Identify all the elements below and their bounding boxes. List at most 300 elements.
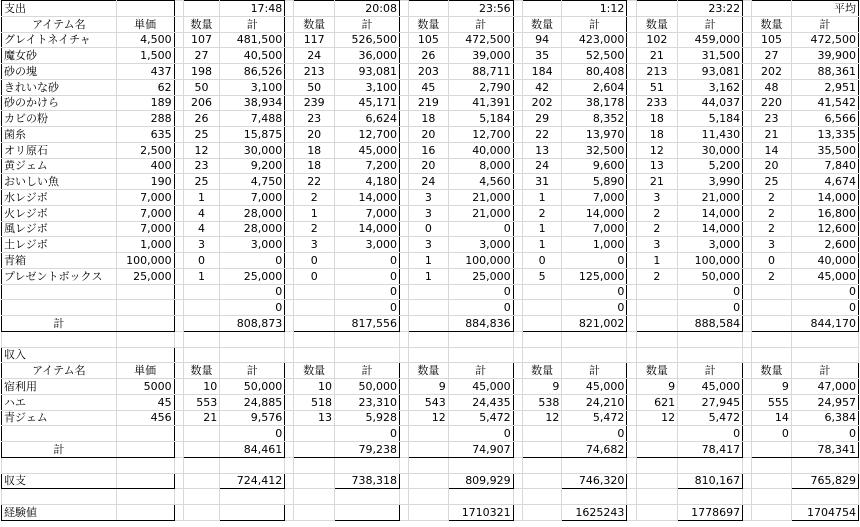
gap-cell[interactable] [513,237,522,253]
gap-cell[interactable] [174,142,183,158]
quantity[interactable]: 13 [294,410,335,426]
empty-cell[interactable] [513,457,522,473]
gap-cell[interactable] [627,268,636,284]
gap-cell[interactable] [285,205,294,221]
gap-cell[interactable] [627,64,636,80]
gap-cell[interactable] [743,347,752,363]
experience-value-1[interactable] [335,505,400,521]
gap-cell[interactable] [513,410,522,426]
empty-cell[interactable] [335,489,400,505]
gap-cell[interactable] [399,237,408,253]
gap-cell[interactable] [399,205,408,221]
empty-cell[interactable] [399,331,408,347]
quantity[interactable]: 3 [294,237,335,253]
empty-cell[interactable] [409,442,449,458]
quantity[interactable]: 25 [183,174,220,190]
amount[interactable]: 45,171 [335,95,400,111]
amount[interactable]: 45,000 [562,379,627,395]
gap-cell[interactable] [513,473,522,489]
gap-cell[interactable] [513,95,522,111]
quantity[interactable] [522,300,562,316]
empty-cell[interactable] [513,489,522,505]
empty-cell[interactable] [220,331,285,347]
quantity[interactable]: 18 [294,158,335,174]
quantity[interactable]: 35 [522,48,562,64]
quantity[interactable] [409,284,449,300]
quantity[interactable]: 18 [409,111,449,127]
item-name[interactable]: 魔女砂 [2,48,117,64]
empty-cell[interactable] [522,316,562,332]
gap-cell[interactable] [627,142,636,158]
gap-cell[interactable] [627,300,636,316]
gap-cell[interactable] [285,127,294,143]
empty-cell[interactable] [522,505,562,521]
gap-cell[interactable] [627,79,636,95]
gap-cell[interactable] [285,363,294,379]
column-header-total[interactable]: 計 [220,16,285,32]
empty-cell[interactable] [791,489,858,505]
balance-value-2[interactable]: 809,929 [448,473,513,489]
unit-price[interactable] [116,300,174,316]
amount[interactable]: 100,000 [448,253,513,269]
amount[interactable]: 4,674 [791,174,858,190]
column-header-total[interactable]: 計 [791,363,858,379]
gap-cell[interactable] [627,16,636,32]
gap-cell[interactable] [743,64,752,80]
quantity[interactable]: 23 [294,111,335,127]
column-header-qty[interactable]: 数量 [409,363,449,379]
quantity[interactable]: 12 [409,410,449,426]
amount[interactable]: 0 [562,426,627,442]
amount[interactable]: 24,210 [562,394,627,410]
gap-cell[interactable] [399,48,408,64]
unit-price[interactable]: 7,000 [116,221,174,237]
balance-label[interactable]: 収支 [2,473,117,489]
amount[interactable]: 3,000 [448,237,513,253]
amount[interactable]: 21,000 [448,190,513,206]
total-label[interactable]: 計 [2,316,117,332]
amount[interactable]: 12,600 [791,221,858,237]
column-header-unit-price[interactable]: 単価 [116,363,174,379]
quantity[interactable]: 21 [183,410,220,426]
quantity[interactable]: 23 [183,158,220,174]
gap-cell[interactable] [743,442,752,458]
amount[interactable]: 52,500 [562,48,627,64]
quantity[interactable]: 184 [522,64,562,80]
quantity[interactable] [294,426,335,442]
unit-price[interactable]: 437 [116,64,174,80]
expense-total-4[interactable]: 888,584 [678,316,743,332]
amount[interactable]: 5,472 [448,410,513,426]
quantity[interactable]: 102 [636,32,678,48]
item-name[interactable]: おいしい魚 [2,174,117,190]
empty-cell[interactable] [409,489,449,505]
gap-cell[interactable] [743,221,752,237]
empty-cell[interactable] [678,489,743,505]
gap-cell[interactable] [513,79,522,95]
empty-cell[interactable] [183,442,220,458]
gap-cell[interactable] [513,111,522,127]
amount[interactable]: 45,000 [678,379,743,395]
gap-cell[interactable] [743,95,752,111]
amount[interactable]: 12,700 [448,127,513,143]
item-name[interactable]: 火レジボ [2,205,117,221]
column-header-total[interactable]: 計 [562,16,627,32]
empty-cell[interactable] [285,457,294,473]
item-name[interactable]: 砂のかけら [2,95,117,111]
amount[interactable]: 28,000 [220,205,285,221]
quantity[interactable]: 198 [183,64,220,80]
amount[interactable]: 35,500 [791,142,858,158]
gap-cell[interactable] [513,205,522,221]
gap-cell[interactable] [743,79,752,95]
gap-cell[interactable] [174,1,183,17]
gap-cell[interactable] [285,253,294,269]
amount[interactable]: 0 [448,426,513,442]
gap-cell[interactable] [285,379,294,395]
empty-cell[interactable] [562,457,627,473]
gap-cell[interactable] [513,174,522,190]
amount[interactable]: 4,750 [220,174,285,190]
gap-cell[interactable] [743,394,752,410]
empty-cell[interactable] [636,489,678,505]
gap-cell[interactable] [399,95,408,111]
gap-cell[interactable] [399,142,408,158]
gap-cell[interactable] [513,394,522,410]
income-total-1[interactable]: 79,238 [335,442,400,458]
column-header-total[interactable]: 計 [220,363,285,379]
gap-cell[interactable] [399,426,408,442]
quantity[interactable]: 23 [752,111,792,127]
gap-cell[interactable] [399,190,408,206]
amount[interactable]: 7,000 [562,221,627,237]
gap-cell[interactable] [399,300,408,316]
quantity[interactable]: 22 [522,127,562,143]
amount[interactable]: 2,600 [791,237,858,253]
gap-cell[interactable] [513,284,522,300]
time-header-4[interactable]: 23:22 [678,1,743,17]
gap-cell[interactable] [743,127,752,143]
expense-total-0[interactable]: 808,873 [220,316,285,332]
unit-price[interactable]: 1,000 [116,237,174,253]
empty-cell[interactable] [174,489,183,505]
empty-cell[interactable] [636,473,678,489]
gap-cell[interactable] [513,253,522,269]
quantity[interactable] [183,426,220,442]
empty-cell[interactable] [678,331,743,347]
gap-cell[interactable] [743,268,752,284]
gap-cell[interactable] [399,473,408,489]
empty-cell[interactable] [409,473,449,489]
amount[interactable]: 0 [562,253,627,269]
empty-cell[interactable] [752,347,792,363]
gap-cell[interactable] [174,268,183,284]
gap-cell[interactable] [285,237,294,253]
quantity[interactable]: 0 [294,253,335,269]
gap-cell[interactable] [627,95,636,111]
gap-cell[interactable] [513,32,522,48]
empty-cell[interactable] [678,457,743,473]
empty-cell[interactable] [522,1,562,17]
amount[interactable]: 3,000 [335,237,400,253]
gap-cell[interactable] [513,505,522,521]
amount[interactable]: 41,542 [791,95,858,111]
empty-cell[interactable] [294,473,335,489]
amount[interactable]: 80,408 [562,64,627,80]
empty-cell[interactable] [522,457,562,473]
gap-cell[interactable] [285,221,294,237]
gap-cell[interactable] [285,316,294,332]
empty-cell[interactable] [636,457,678,473]
quantity[interactable]: 219 [409,95,449,111]
gap-cell[interactable] [174,442,183,458]
gap-cell[interactable] [285,190,294,206]
gap-cell[interactable] [285,111,294,127]
unit-price[interactable]: 288 [116,111,174,127]
quantity[interactable]: 24 [294,48,335,64]
empty-cell[interactable] [285,489,294,505]
gap-cell[interactable] [627,363,636,379]
amount[interactable]: 21,000 [448,205,513,221]
quantity[interactable]: 3 [409,205,449,221]
quantity[interactable]: 2 [636,205,678,221]
gap-cell[interactable] [743,473,752,489]
empty-cell[interactable] [2,489,117,505]
empty-cell[interactable] [678,347,743,363]
empty-cell[interactable] [294,505,335,521]
amount[interactable]: 5,928 [335,410,400,426]
empty-cell[interactable] [409,1,449,17]
empty-cell[interactable] [409,347,449,363]
gap-cell[interactable] [513,127,522,143]
amount[interactable]: 125,000 [562,268,627,284]
amount[interactable]: 0 [678,300,743,316]
quantity[interactable]: 25 [183,127,220,143]
empty-cell[interactable] [522,473,562,489]
item-name[interactable] [2,426,117,442]
gap-cell[interactable] [174,284,183,300]
gap-cell[interactable] [174,505,183,521]
gap-cell[interactable] [627,174,636,190]
quantity[interactable]: 105 [409,32,449,48]
gap-cell[interactable] [743,379,752,395]
unit-price[interactable]: 190 [116,174,174,190]
gap-cell[interactable] [513,379,522,395]
empty-cell[interactable] [752,505,792,521]
empty-cell[interactable] [791,457,858,473]
item-name[interactable]: グレイトネイチャ [2,32,117,48]
item-name[interactable]: ハエ [2,394,117,410]
item-name[interactable] [2,300,117,316]
amount[interactable]: 23,310 [335,394,400,410]
quantity[interactable]: 518 [294,394,335,410]
gap-cell[interactable] [627,426,636,442]
amount[interactable]: 2,790 [448,79,513,95]
gap-cell[interactable] [743,284,752,300]
quantity[interactable]: 202 [522,95,562,111]
quantity[interactable]: 50 [183,79,220,95]
quantity[interactable]: 2 [294,221,335,237]
gap-cell[interactable] [627,205,636,221]
amount[interactable]: 12,700 [335,127,400,143]
column-header-unit-price[interactable]: 単価 [116,16,174,32]
quantity[interactable]: 20 [409,127,449,143]
amount[interactable]: 28,000 [220,221,285,237]
amount[interactable]: 0 [791,284,858,300]
gap-cell[interactable] [627,111,636,127]
gap-cell[interactable] [513,64,522,80]
gap-cell[interactable] [627,473,636,489]
amount[interactable]: 88,711 [448,64,513,80]
amount[interactable]: 32,500 [562,142,627,158]
gap-cell[interactable] [399,32,408,48]
gap-cell[interactable] [174,221,183,237]
column-header-qty[interactable]: 数量 [294,363,335,379]
gap-cell[interactable] [174,111,183,127]
amount[interactable]: 0 [220,253,285,269]
quantity[interactable]: 3 [752,237,792,253]
gap-cell[interactable] [174,190,183,206]
empty-cell[interactable] [627,489,636,505]
amount[interactable]: 8,000 [448,158,513,174]
quantity[interactable]: 233 [636,95,678,111]
amount[interactable]: 3,162 [678,79,743,95]
quantity[interactable]: 45 [409,79,449,95]
empty-cell[interactable] [409,505,449,521]
amount[interactable]: 44,037 [678,95,743,111]
quantity[interactable]: 3 [409,237,449,253]
empty-cell[interactable] [116,473,174,489]
gap-cell[interactable] [399,268,408,284]
quantity[interactable]: 1 [183,190,220,206]
unit-price[interactable]: 25,000 [116,268,174,284]
empty-cell[interactable] [627,457,636,473]
amount[interactable]: 423,000 [562,32,627,48]
quantity[interactable]: 2 [752,190,792,206]
gap-cell[interactable] [743,142,752,158]
empty-cell[interactable] [335,331,400,347]
amount[interactable]: 16,800 [791,205,858,221]
quantity[interactable]: 1 [294,205,335,221]
quantity[interactable]: 12 [522,410,562,426]
quantity[interactable]: 2 [752,268,792,284]
quantity[interactable]: 4 [183,205,220,221]
amount[interactable]: 25,000 [220,268,285,284]
empty-cell[interactable] [448,457,513,473]
quantity[interactable] [752,300,792,316]
gap-cell[interactable] [743,111,752,127]
amount[interactable]: 50,000 [335,379,400,395]
empty-cell[interactable] [294,331,335,347]
gap-cell[interactable] [513,316,522,332]
amount[interactable]: 47,000 [791,379,858,395]
quantity[interactable]: 51 [636,79,678,95]
gap-cell[interactable] [743,316,752,332]
quantity[interactable]: 20 [409,158,449,174]
quantity[interactable] [294,284,335,300]
gap-cell[interactable] [743,1,752,17]
column-header-qty[interactable]: 数量 [522,363,562,379]
quantity[interactable]: 2 [636,221,678,237]
quantity[interactable]: 555 [752,394,792,410]
gap-cell[interactable] [285,300,294,316]
quantity[interactable]: 0 [294,268,335,284]
quantity[interactable]: 1 [409,268,449,284]
quantity[interactable]: 2 [636,268,678,284]
unit-price[interactable] [116,426,174,442]
amount[interactable]: 14,000 [335,221,400,237]
amount[interactable]: 7,488 [220,111,285,127]
gap-cell[interactable] [743,253,752,269]
balance-value-1[interactable]: 738,318 [335,473,400,489]
gap-cell[interactable] [399,284,408,300]
quantity[interactable]: 1 [522,221,562,237]
gap-cell[interactable] [399,410,408,426]
gap-cell[interactable] [513,363,522,379]
quantity[interactable]: 26 [409,48,449,64]
empty-cell[interactable] [183,505,220,521]
gap-cell[interactable] [399,174,408,190]
gap-cell[interactable] [627,394,636,410]
quantity[interactable]: 50 [294,79,335,95]
amount[interactable]: 5,890 [562,174,627,190]
quantity[interactable]: 206 [183,95,220,111]
unit-price[interactable]: 62 [116,79,174,95]
quantity[interactable]: 213 [636,64,678,80]
amount[interactable]: 50,000 [678,268,743,284]
quantity[interactable]: 13 [522,142,562,158]
gap-cell[interactable] [174,205,183,221]
empty-cell[interactable] [522,442,562,458]
column-header-total[interactable]: 計 [448,363,513,379]
gap-cell[interactable] [174,253,183,269]
gap-cell[interactable] [513,142,522,158]
quantity[interactable]: 0 [183,253,220,269]
quantity[interactable]: 0 [752,426,792,442]
amount[interactable]: 14,000 [335,190,400,206]
amount[interactable]: 41,391 [448,95,513,111]
quantity[interactable]: 0 [522,253,562,269]
empty-cell[interactable] [562,331,627,347]
amount[interactable]: 3,100 [220,79,285,95]
empty-cell[interactable] [2,457,117,473]
gap-cell[interactable] [743,505,752,521]
amount[interactable]: 0 [335,300,400,316]
experience-value-0[interactable] [220,505,285,521]
amount[interactable]: 13,970 [562,127,627,143]
amount[interactable]: 0 [220,426,285,442]
gap-cell[interactable] [513,16,522,32]
amount[interactable]: 3,100 [335,79,400,95]
amount[interactable]: 0 [448,284,513,300]
amount[interactable]: 4,560 [448,174,513,190]
amount[interactable]: 24,885 [220,394,285,410]
empty-cell[interactable] [636,347,678,363]
gap-cell[interactable] [174,347,183,363]
income-total-0[interactable]: 84,461 [220,442,285,458]
amount[interactable]: 7,000 [562,190,627,206]
amount[interactable]: 9,600 [562,158,627,174]
gap-cell[interactable] [174,48,183,64]
amount[interactable]: 6,384 [791,410,858,426]
amount[interactable]: 3,000 [220,237,285,253]
empty-cell[interactable] [752,489,792,505]
item-name[interactable]: オリ原石 [2,142,117,158]
gap-cell[interactable] [285,426,294,442]
gap-cell[interactable] [513,1,522,17]
amount[interactable]: 526,500 [335,32,400,48]
quantity[interactable] [636,300,678,316]
